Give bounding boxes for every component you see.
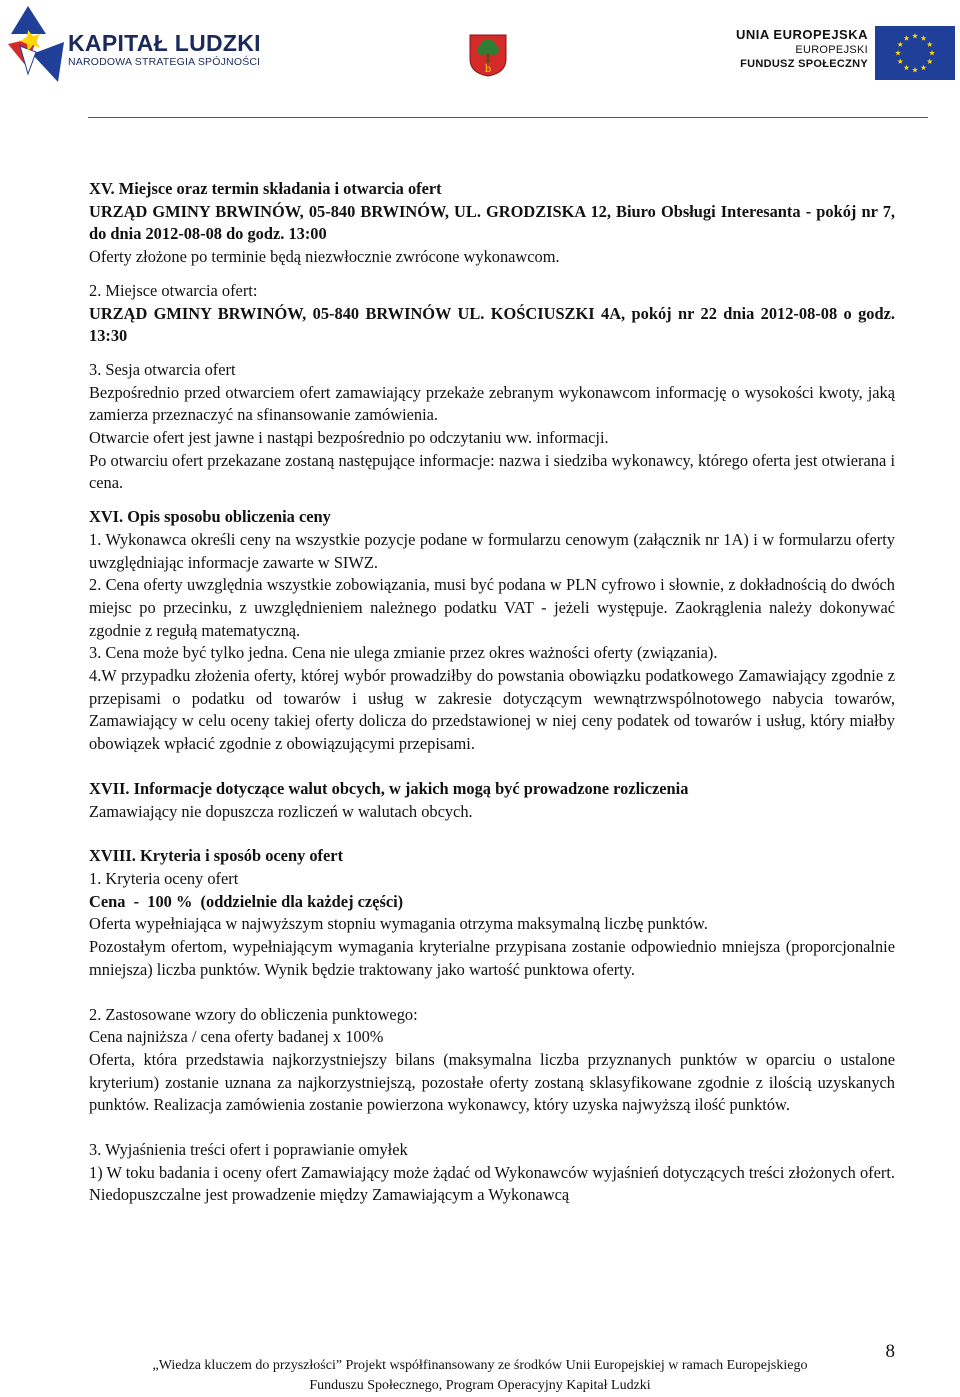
section-15-address: URZĄD GMINY BRWINÓW, 05-840 BRWINÓW, UL. GRODZISKA 12, Biuro Obsługi Interesanta - pokój nr 7, do dnia 2012-08-08 do godz. 13:00 xyxy=(89,201,895,244)
section-17-paragraph-1: Zamawiający nie dopuszcza rozliczeń w walutach obcych. xyxy=(89,801,473,821)
eu-flag-icon xyxy=(875,26,955,80)
ue-fund-line2: FUNDUSZ SPOŁECZNY xyxy=(740,58,868,70)
section-16-paragraph-3: 3. Cena może być tylko jedna. Cena nie ulega zmianie przez okres ważności oferty (związania). xyxy=(89,643,718,663)
section-18-1-paragraph-1: Oferta wypełniająca w najwyższym stopniu wymagania otrzyma maksymalną liczbę punktów. xyxy=(89,914,708,934)
section-15-2-address: URZĄD GMINY BRWINÓW, 05-840 BRWINÓW UL. KOŚCIUSZKI 4A, pokój nr 22 dnia 2012-08-08 o godz. 13:30 xyxy=(89,303,895,346)
section-18-title: XVIII. Kryteria i sposób oceny ofert xyxy=(89,846,344,866)
section-18-1-title: 1. Kryteria oceny ofert xyxy=(89,868,239,888)
section-15-2-title: 2. Miejsce otwarcia ofert: xyxy=(89,280,258,300)
kapital-ludzki-title: KAPITAŁ LUDZKI xyxy=(68,30,261,56)
section-18-2-formula: Cena najniższa / cena oferty badanej x 100% xyxy=(89,1027,384,1047)
ue-text-block xyxy=(736,27,868,70)
section-16-title: XVI. Opis sposobu obliczenia ceny xyxy=(89,507,331,527)
section-15-3-paragraph-2: Otwarcie ofert jest jawne i nastąpi bezpośrednio po odczytaniu ww. informacji. xyxy=(89,428,609,448)
page-footer xyxy=(0,1356,960,1396)
section-16-paragraph-2: 2. Cena oferty uwzględnia wszystkie zobowiązania, musi być podana w PLN cyfrowo i słownie, z dokładnością do dwóch miejsc po przecinku, z uwzględnieniem należnego podatku VAT - jeżeli występuje. Zaokrąglenia należy dokonywać zgodnie z regułą matematyczną. xyxy=(89,575,895,640)
section-15-3-paragraph-3: Po otwarciu ofert przekazane zostaną następujące informacje: nazwa i siedziba wykonawcy, którego oferta jest otwierana i cena. xyxy=(89,450,895,493)
page-header xyxy=(0,0,960,118)
footer-line-2: Funduszu Społecznego, Program Operacyjny Kapitał Ludzki xyxy=(309,1378,651,1393)
section-17-title: XVII. Informacje dotyczące walut obcych, w jakich mogą być prowadzone rozliczenia xyxy=(89,778,689,798)
header-divider xyxy=(88,117,928,118)
section-18-2-title: 2. Zastosowane wzory do obliczenia punktowego: xyxy=(89,1004,418,1024)
brwinow-crest-icon xyxy=(468,33,508,77)
kapital-ludzki-emblem-icon xyxy=(8,6,64,82)
kapital-ludzki-subtitle: NARODOWA STRATEGIA SPÓJNOŚCI xyxy=(68,56,261,68)
section-18-2-paragraph-1: Oferta, która przedstawia najkorzystniejszy bilans (maksymalna liczba przyznanych punktów w oparciu o ustalone kryterium) zostanie uznana za najkorzystniejszą, pozostałe oferty zostaną sklasyfikowane zgodnie z ilością uzyskanych punktów. Realizacja zamówienia zostanie powierzona wykonawcy, który uzyska najwyższą ilość punktów. xyxy=(89,1049,895,1115)
section-18-1-criterion: Cena - 100 % (oddzielnie dla każdej części) xyxy=(89,891,404,911)
section-18-1-paragraph-2: Pozostałym ofertom, wypełniającym wymagania kryterialne przypisana zostanie odpowiednio mniejsza (proporcjonalnie mniejsza) liczba punktów. Wynik będzie traktowany jako wartość punktowa oferty. xyxy=(89,937,895,979)
section-18-3-title: 3. Wyjaśnienia treści ofert i poprawianie omyłek xyxy=(89,1140,408,1160)
page-number: 8 xyxy=(885,1341,895,1362)
section-16-paragraph-4: 4.W przypadku złożenia oferty, której wybór prowadziłby do powstania obowiązku podatkowego Zamawiający zgodnie z przepisami o podatku od towarów i usług w zakresie dotyczącym wewnątrzwspólnotowego nabycia towarów, Zamawiający w celu oceny takiej oferty dolicza do przedstawionej w niej ceny podatek od towarów i usług, który miałby obowiązek wpłacić zgodnie z obowiązującymi przepisami. xyxy=(89,666,895,754)
svg-text:b: b xyxy=(484,64,492,75)
document-body xyxy=(89,178,895,1207)
section-15-title: XV. Miejsce oraz termin składania i otwarcia ofert xyxy=(89,179,442,198)
section-15-3-paragraph-1: Bezpośrednio przed otwarciem ofert zamawiający przekaże zebranym wykonawcom informację o wysokości kwoty, jaką zamierza przeznaczyć na sfinansowanie zamówienia. xyxy=(89,382,895,425)
section-16-paragraph-1: 1. Wykonawca określi ceny na wszystkie pozycje podane w formularzu cenowym (załącznik nr 1A) i w formularzu oferty uwzględniając informacje zawarte w SIWZ. xyxy=(89,529,895,572)
footer-line-1: „Wiedza kluczem do przyszłości” Projekt współfinansowany ze środków Unii Europejskiej w ramach Europejskiego xyxy=(152,1358,808,1373)
section-18-3-paragraph-1: 1) W toku badania i oceny ofert Zamawiający może żądać od Wykonawców wyjaśnień dotyczących treści złożonych ofert. Niedopuszczalne jest prowadzenie między Zamawiającym a Wykonawcą xyxy=(89,1162,895,1205)
ue-fund-line1: EUROPEJSKI xyxy=(795,44,868,56)
section-15-3-title: 3. Sesja otwarcia ofert xyxy=(89,359,236,379)
section-15-return-note: Oferty złożone po terminie będą niezwłocznie zwrócone wykonawcom. xyxy=(89,247,560,267)
ue-title: UNIA EUROPEJSKA xyxy=(736,27,868,42)
